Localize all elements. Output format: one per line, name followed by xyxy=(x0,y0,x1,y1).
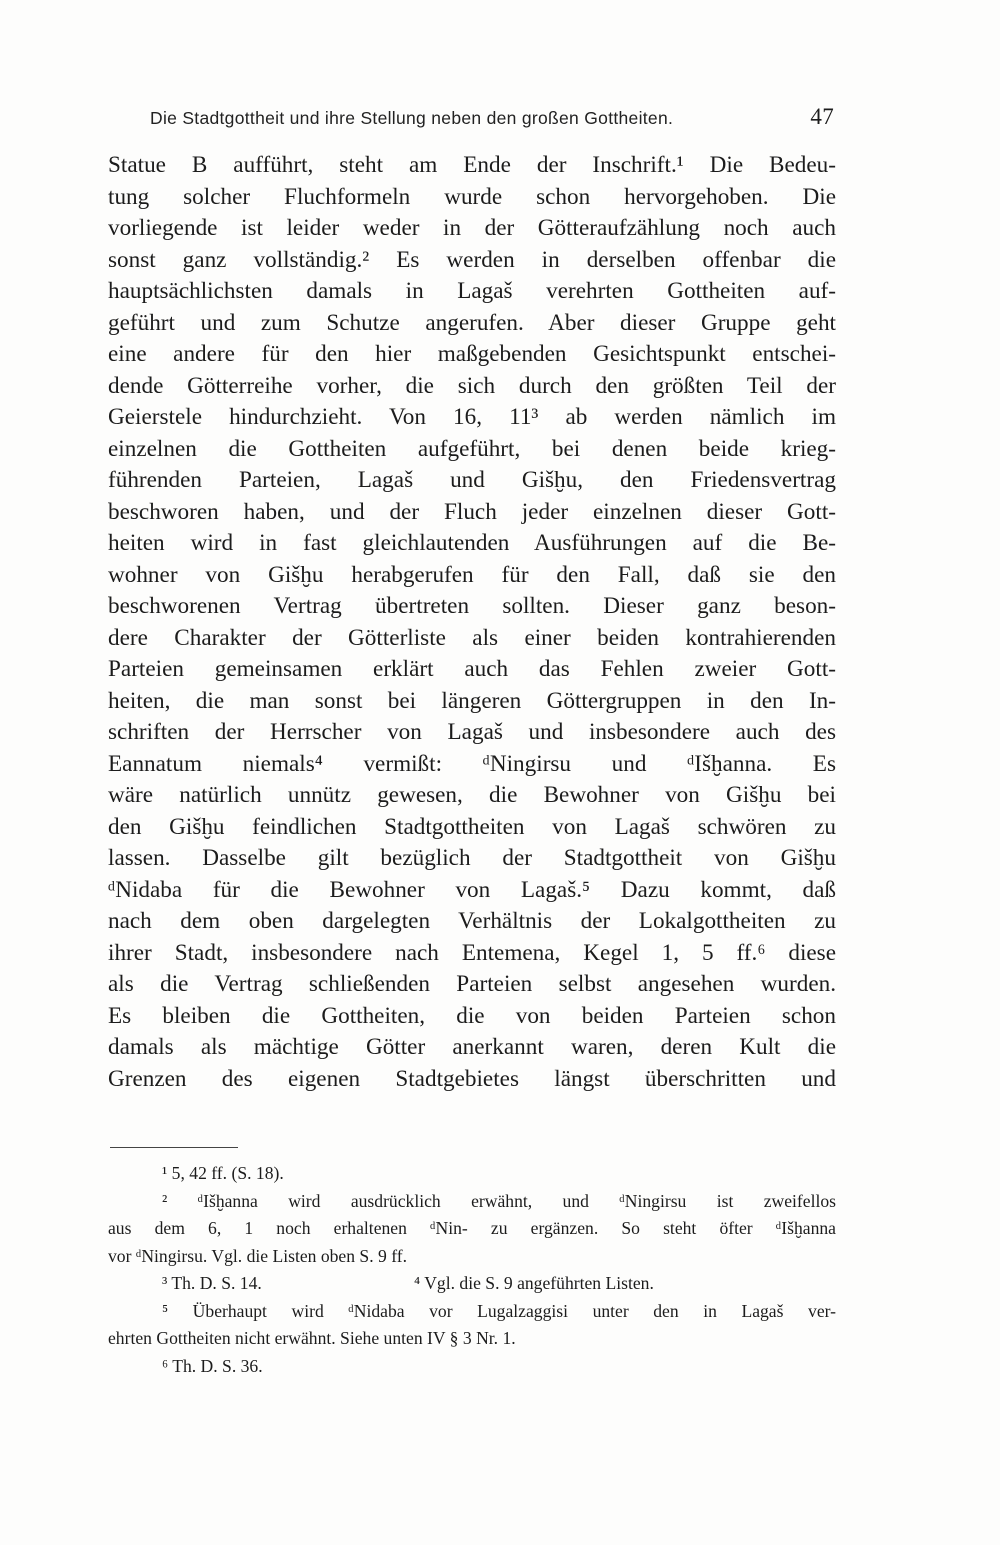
footnote-2-line-2: aus dem 6, 1 noch erhaltenen ᵈNin- zu ergänzen. So steht öfter ᵈIšḫanna xyxy=(108,1218,836,1238)
text-line: den Gišḫu feindlichen Stadtgottheiten von Lagaš schwören zu xyxy=(108,813,836,840)
footnote-separator xyxy=(110,1147,238,1148)
text-line: schriften der Herrscher von Lagaš und insbesondere auch des xyxy=(108,719,836,745)
text-line: Es bleiben die Gottheiten, die von beiden Parteien schon xyxy=(108,1002,836,1029)
text-line: einzelnen die Gottheiten aufgeführt, bei denen beide krieg- xyxy=(108,435,836,462)
text-line: vorliegende ist leider weder in der Götteraufzählung noch auch xyxy=(108,215,836,241)
text-line: dere Charakter der Götterliste als einer beiden kontrahierenden xyxy=(108,624,836,651)
text-line: geführt und zum Schutze angerufen. Aber dieser Gruppe geht xyxy=(108,309,836,336)
text-line: sonst ganz vollständig.² Es werden in derselben offenbar die xyxy=(108,246,836,273)
text-line: Geierstele hindurchzieht. Von 16, 11³ ab werden nämlich im xyxy=(108,404,836,430)
text-line: heiten, die man sonst bei längeren Göttergruppen in den In- xyxy=(108,687,836,714)
text-line: Statue B aufführt, steht am Ende der Inschrift.¹ Die Bedeu- xyxy=(108,152,836,178)
text-line: wäre natürlich unnütz gewesen, die Bewohner von Gišḫu bei xyxy=(108,782,836,808)
running-title: Die Stadtgottheit und ihre Stellung neben den großen Gottheiten. xyxy=(150,108,674,128)
text-line: Eannatum niemals⁴ vermißt: ᵈNingirsu und ᵈIšḫanna. Es xyxy=(108,750,836,777)
text-line: wohner von Gišḫu herabgerufen für den Fall, daß sie den xyxy=(108,561,836,588)
footnote-4: ⁴ Vgl. die S. 9 angeführten Listen. xyxy=(414,1273,654,1293)
text-line: tung solcher Fluchformeln wurde schon hervorgehoben. Die xyxy=(108,183,836,210)
footnote-2-line-3: vor ᵈNingirsu. Vgl. die Listen oben S. 9 ff. xyxy=(108,1245,408,1266)
body-text xyxy=(108,150,836,1095)
footnote-row-3-4 xyxy=(108,1270,836,1298)
text-line: dende Götterreihe vorher, die sich durch den größten Teil der xyxy=(108,372,836,399)
text-line: ᵈNidaba für die Bewohner von Lagaš.⁵ Dazu kommt, daß xyxy=(108,876,836,903)
text-line: beschworenen Vertrag übertreten sollten. Dieser ganz beson- xyxy=(108,593,836,619)
text-line: ihrer Stadt, insbesondere nach Entemena, Kegel 1, 5 ff.⁶ diese xyxy=(108,939,836,966)
text-line: damals als mächtige Götter anerkannt waren, deren Kult die xyxy=(108,1034,836,1060)
text-line: heiten wird in fast gleichlautenden Ausführungen auf die Be- xyxy=(108,530,836,556)
text-line: hauptsächlichsten damals in Lagaš verehrten Gottheiten auf- xyxy=(108,278,836,304)
text-line: lassen. Dasselbe gilt bezüglich der Stadtgottheit von Gišḫu xyxy=(108,845,836,871)
text-line: eine andere für den hier maßgebenden Gesichtspunkt entschei- xyxy=(108,341,836,367)
page-number: 47 xyxy=(810,104,834,129)
page-header xyxy=(150,104,838,134)
footnote-5-line-2: ehrten Gottheiten nicht erwähnt. Siehe unten IV § 3 Nr. 1. xyxy=(108,1328,516,1348)
footnotes xyxy=(108,1160,836,1380)
text-line: Grenzen des eigenen Stadtgebietes längst überschritten und xyxy=(108,1065,836,1092)
footnote-6: ⁶ Th. D. S. 36. xyxy=(162,1355,263,1376)
footnote-5-line-1: ⁵ Überhaupt wird ᵈNidaba vor Lugalzaggisi unter den in Lagaš ver- xyxy=(162,1300,836,1321)
footnote-2-line-1: ² ᵈIšḫanna wird ausdrücklich erwähnt, und ᵈNingirsu ist zweifellos xyxy=(162,1190,836,1211)
text-line: Parteien gemeinsamen erklärt auch das Fehlen zweier Gott- xyxy=(108,656,836,682)
footnote-1: ¹ 5, 42 ff. (S. 18). xyxy=(162,1163,284,1183)
text-line: beschworen haben, und der Fluch jeder einzelnen dieser Gott- xyxy=(108,498,836,525)
text-line: als die Vertrag schließenden Parteien selbst angesehen wurden. xyxy=(108,971,836,997)
footnote-3: ³ Th. D. S. 14. xyxy=(162,1273,262,1293)
text-line: nach dem oben dargelegten Verhältnis der Lokalgottheiten zu xyxy=(108,908,836,934)
text-line: führenden Parteien, Lagaš und Gišḫu, den Friedensvertrag xyxy=(108,467,836,493)
